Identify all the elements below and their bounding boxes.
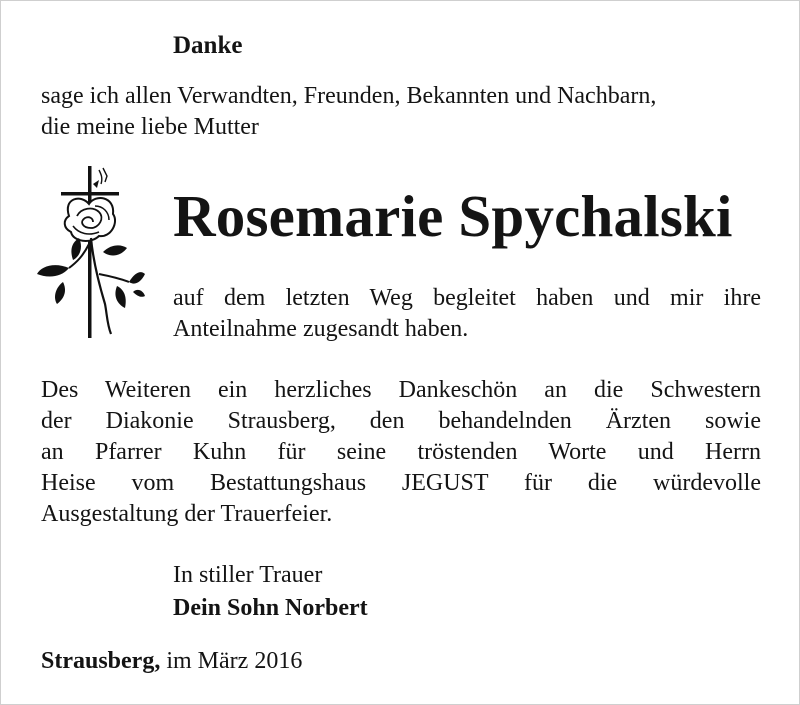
deceased-name: Rosemarie Spychalski xyxy=(173,183,733,249)
closing-block xyxy=(173,559,368,625)
intro-text xyxy=(41,81,761,143)
closing-phrase: In stiller Trauer xyxy=(173,562,323,588)
date: im März 2016 xyxy=(166,648,303,674)
place: Strausberg, xyxy=(41,648,161,674)
signer-name: Dein Sohn Norbert xyxy=(173,595,368,621)
heading: Danke xyxy=(173,32,243,59)
body-line: Heise vom Bestattungshaus JEGUST für die würdevolle xyxy=(41,470,761,496)
cross-with-rose-icon xyxy=(33,164,145,342)
body-line: Ausgestaltung der Trauerfeier. xyxy=(41,501,333,527)
thanks-text xyxy=(173,283,761,345)
intro-line: die meine liebe Mutter xyxy=(41,114,259,140)
thanks-line: Anteilnahme zugesandt haben. xyxy=(173,316,469,342)
body-line: an Pfarrer Kuhn für seine tröstenden Worte und Herrn xyxy=(41,439,761,465)
intro-line: sage ich allen Verwandten, Freunden, Bekannten und Nachbarn, xyxy=(41,83,657,109)
body-line: der Diakonie Strausberg, den behandelnden Ärzten sowie xyxy=(41,408,761,434)
body-line: Des Weiteren ein herzliches Dankeschön an die Schwestern xyxy=(41,377,761,403)
place-and-date xyxy=(41,645,302,677)
body-text xyxy=(41,375,761,530)
thanks-line: auf dem letzten Weg begleitet haben und mir ihre xyxy=(173,285,761,311)
